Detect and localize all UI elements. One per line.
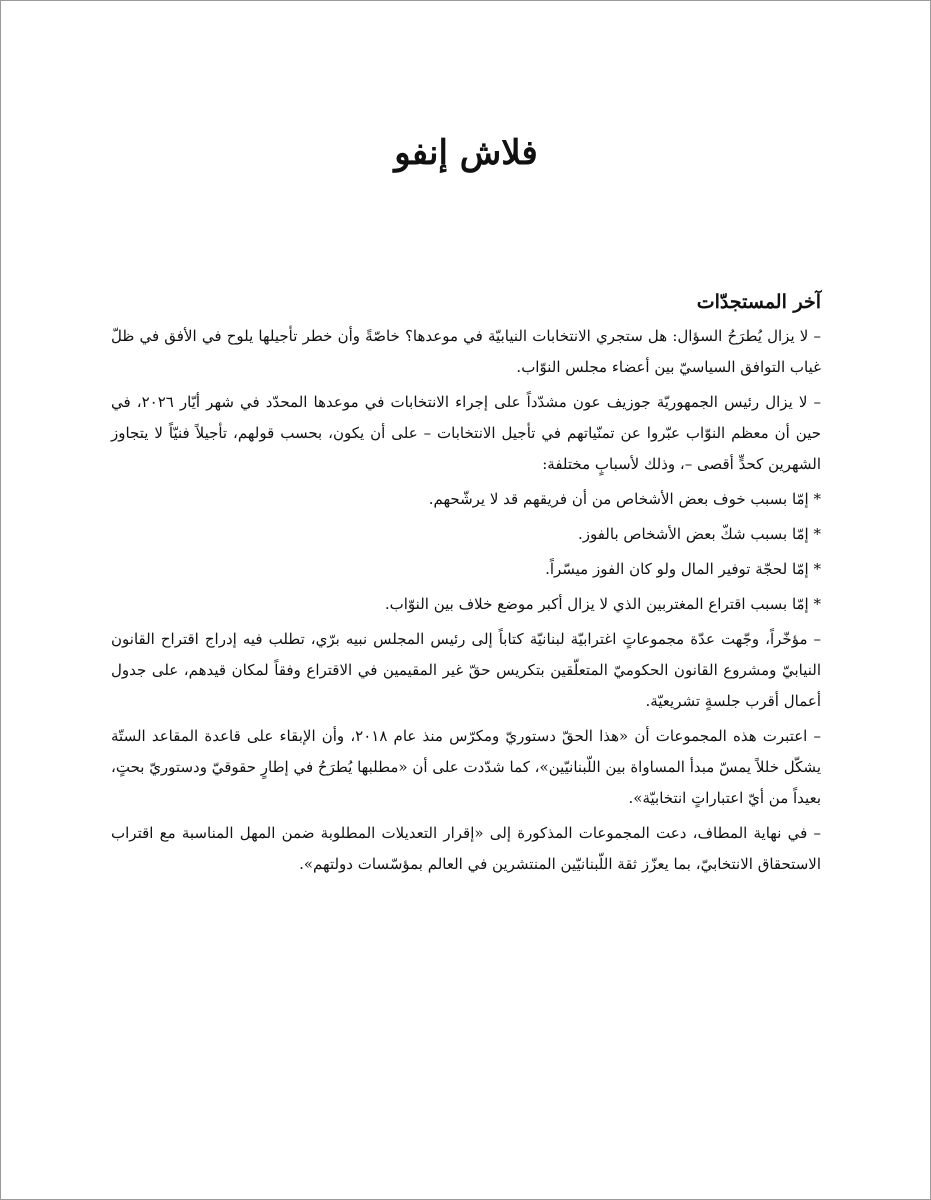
section-heading: آخر المستجدّات [696,291,821,313]
document-body [111,121,821,884]
paragraph-conclusion: – في نهاية المطاف، دعت المجموعات المذكورة إلى «إقرار التعديلات المطلوبة ضمن المهل المناسبة مع اقتراب الاستحقاق الانتخابيّ، بما يعزّز ثقة اللّبنانيّين المنتشرين في العالم بمؤسّسات دولتهم». [111,824,821,873]
paragraph-diaspora-letter: – مؤخّراً، وجّهت عدّة مجموعاتٍ اغترابيّة لبنانيّة كتاباً إلى رئيس المجلس نبيه برّي، تطلب فيه إدراج اقتراح القانون النيابيّ ومشروع القانون الحكوميّ المتعلّقين بتكريس حقّ غير المقيمين في الاقتراع وفقاً لمكان قيدهم، على جدول أعمال أقرب جلسةٍ تشريعيّة. [111,630,821,710]
bullet-reason-4: * إمّا بسبب اقتراع المغتربين الذي لا يزال أكبر موضع خلاف بين النوّاب. [384,595,821,613]
bullet-reason-1: * إمّا بسبب خوف بعض الأشخاص من أن فريقهم قد لا يرشّحهم. [428,490,821,508]
bullet-reason-3: * إمّا لحجّة توفير المال ولو كان الفوز ميسّراً. [545,560,821,578]
paragraph-groups-statement: – اعتبرت هذه المجموعات أن «هذا الحقّ دستوريّ ومكرّس منذ عام ٢٠١٨، وأن الإبقاء على قاعدة المقاعد الستّة يشكّل خللاً يمسّ مبدأ المساواة بين اللّبنانيّين»، كما شدّدت على أن «مطلبها يُطرَحُ في إطارٍ حقوقيّ ودستوريّ بحتٍ، بعيداً من أيّ اعتباراتٍ انتخابيّة». [111,727,821,807]
document-title: فلاش إنفو [394,133,538,173]
bullet-reason-2: * إمّا بسبب شكّ بعض الأشخاص بالفوز. [577,525,821,543]
paragraph-president-position: – لا يزال رئيس الجمهوريّة جوزيف عون مشدّداً على إجراء الانتخابات في موعدها المحدّد في شهر أيّار ٢٠٢٦، في حين أن معظم النوّاب عبّروا عن تمنّياتهم في تأجيل الانتخابات – على أن يكون، بحسب قولهم، تأجيلاً فنيّاً لا يتجاوز الشهرين كحدٍّ أقصى –، وذلك لأسبابٍ مختلفة: [111,393,821,473]
paragraph-postponement-question: – لا يزال يُطرَحُ السؤال: هل ستجري الانتخابات النيابيّة في موعدها؟ خاصّةً وأن خطر تأجيلها يلوح في الأفق في ظلّ غياب التوافق السياسيّ بين أعضاء مجلس النوّاب. [111,327,821,376]
